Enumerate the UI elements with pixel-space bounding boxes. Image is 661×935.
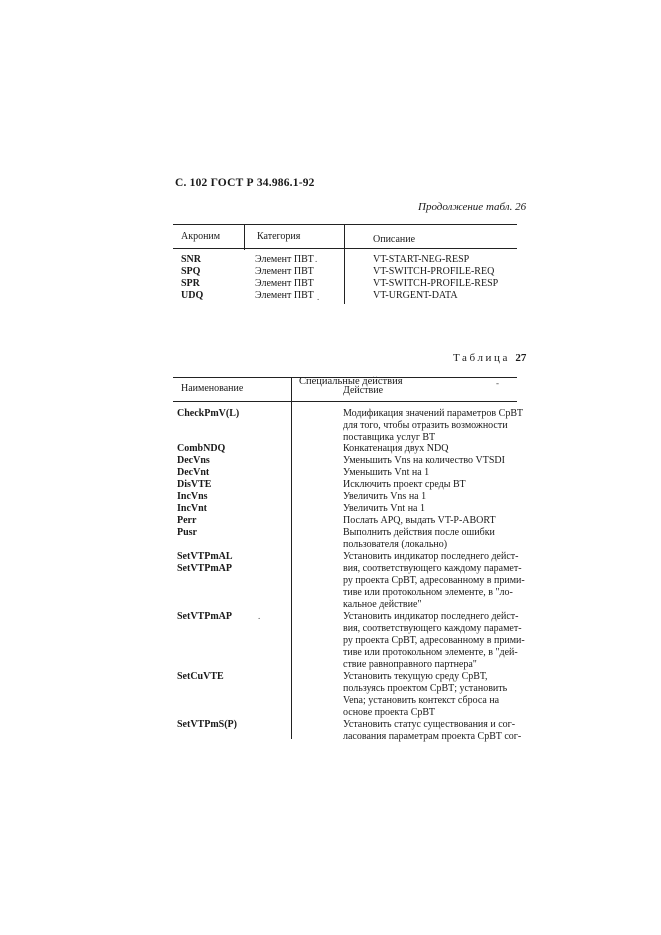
table-27-action-line: вия, соответствующего каждому парамет- xyxy=(343,623,522,634)
table-27-number: 27 xyxy=(515,352,527,364)
table-27-action-line: Уменьшить Vnt на 1 xyxy=(343,467,430,478)
table-26-description: VT-URGENT-DATA xyxy=(373,290,458,301)
table-27-action-line: Установить индикатор последнего дейст- xyxy=(343,551,519,562)
table-26-acronym: SPR xyxy=(181,278,200,289)
table-27-action-line: тиве или протокольном элементе, в "дей- xyxy=(343,647,518,658)
table-27-action-line: кальное действие" xyxy=(343,599,422,610)
table-27-header-rule xyxy=(173,401,517,402)
table-27-action-line: Исключить проект среды ВТ xyxy=(343,479,466,490)
table-26-category: Элемент ПВТ xyxy=(255,266,314,277)
table-27-action-line: Увеличить Vns на 1 xyxy=(343,491,427,502)
table-26-acronym: SNR xyxy=(181,254,202,265)
table-27-action-line: Послать APQ, выдать VT-P-ABORT xyxy=(343,515,496,526)
table-27-name: DisVTE xyxy=(177,479,212,490)
table-26-category: Элемент ПВТ xyxy=(255,254,314,265)
table-27-name: DecVnt xyxy=(177,467,210,478)
table-27-name: Pusr xyxy=(177,527,197,538)
table-27-action-line: пользователя (локально) xyxy=(343,539,448,550)
table-27-action-line: пользуясь проектом СрВТ; установить xyxy=(343,683,508,694)
table-27-title: Специальные действия xyxy=(299,376,403,387)
table-27-action-line: для того, чтобы отразить возможности xyxy=(343,420,508,431)
table-continuation-label: Продолжение табл. 26 xyxy=(418,201,527,213)
table-26-header-acronym: Акроним xyxy=(181,231,221,242)
table-27-action-line: Выполнить действия после ошибки xyxy=(343,527,495,538)
table-27-action-line: ствие равноправного партнера" xyxy=(343,659,477,670)
table-26-description: VT-SWITCH-PROFILE-RESP xyxy=(373,278,499,289)
scan-speck: . xyxy=(317,292,320,302)
table-27-name: CombNDQ xyxy=(177,443,226,454)
table-27-col-divider xyxy=(291,377,292,739)
table-27-name: IncVnt xyxy=(177,503,208,514)
table-26-acronym: SPQ xyxy=(181,266,201,277)
table-27-header-action: Действие xyxy=(343,385,384,396)
table-27-action-line: Установить индикатор последнего дейст- xyxy=(343,611,519,622)
table-27-header-name: Наименование xyxy=(181,383,244,394)
table-26-col-divider xyxy=(244,224,245,250)
table-26-header-category: Категория xyxy=(257,231,301,242)
table-26-acronym: UDQ xyxy=(181,290,204,301)
table-27-name: SetVTPmAP xyxy=(177,611,232,622)
table-26-category: Элемент ПВТ xyxy=(255,278,314,289)
table-27-top-rule xyxy=(173,377,517,378)
table-27-name: Perr xyxy=(177,515,197,526)
table-27-action-line: Установить статус существования и сог- xyxy=(343,719,516,730)
table-27-action-line: ласования параметрам проекта СрВТ сог- xyxy=(343,731,522,742)
table-27-caption xyxy=(453,352,526,364)
table-27-action-line: поставщика услуг ВТ xyxy=(343,432,436,443)
table-27-action-line: вия, соответствующего каждому парамет- xyxy=(343,563,522,574)
table-26-category: Элемент ПВТ xyxy=(255,290,314,301)
table-26-header-rule xyxy=(173,248,517,249)
table-27-name: SetVTPmAL xyxy=(177,551,233,562)
table-27-action-line: тиве или протокольном элементе, в "ло- xyxy=(343,587,513,598)
table-27-action-line: Vena; установить контекст сброса на xyxy=(343,695,500,706)
table-26-description: VT-SWITCH-PROFILE-REQ xyxy=(373,266,495,277)
table-27-name: SetCuVTE xyxy=(177,671,224,682)
table-27-action-line: Установить текущую среду СрВТ, xyxy=(343,671,488,682)
table-27-name: DecVns xyxy=(177,455,210,466)
table-27-name: SetVTPmS(P) xyxy=(177,719,237,730)
table-27-action-line: Увеличить Vnt на 1 xyxy=(343,503,425,514)
table-27-label: Таблица xyxy=(453,352,510,364)
table-27-action-line: Конкатенация двух NDQ xyxy=(343,443,449,454)
page-header: С. 102 ГОСТ Р 34.986.1-92 xyxy=(175,177,315,189)
table-27-action-line: ру проекта СрВТ, адресованному в прими- xyxy=(343,575,525,586)
scan-speck: . xyxy=(315,254,318,264)
table-27-name: IncVns xyxy=(177,491,208,502)
scan-speck: . xyxy=(258,611,261,621)
scan-speck: - xyxy=(496,378,499,388)
table-27-action-line: ру проекта СрВТ, адресованному в прими- xyxy=(343,635,525,646)
table-27-action-line: Модификация значений параметров СрВТ xyxy=(343,408,523,419)
table-26-col-divider xyxy=(344,224,345,304)
table-27-action-line: Уменьшить Vns на количество VTSDI xyxy=(343,455,505,466)
table-27-name: CheckPmV(L) xyxy=(177,408,240,419)
table-26-top-rule xyxy=(173,224,517,225)
table-27-name: SetVTPmAP xyxy=(177,563,232,574)
table-26-description: VT-START-NEG-RESP xyxy=(373,254,470,265)
table-27-action-line: основе проекта СрВТ xyxy=(343,707,436,718)
table-26-header-description: Описание xyxy=(373,234,416,245)
